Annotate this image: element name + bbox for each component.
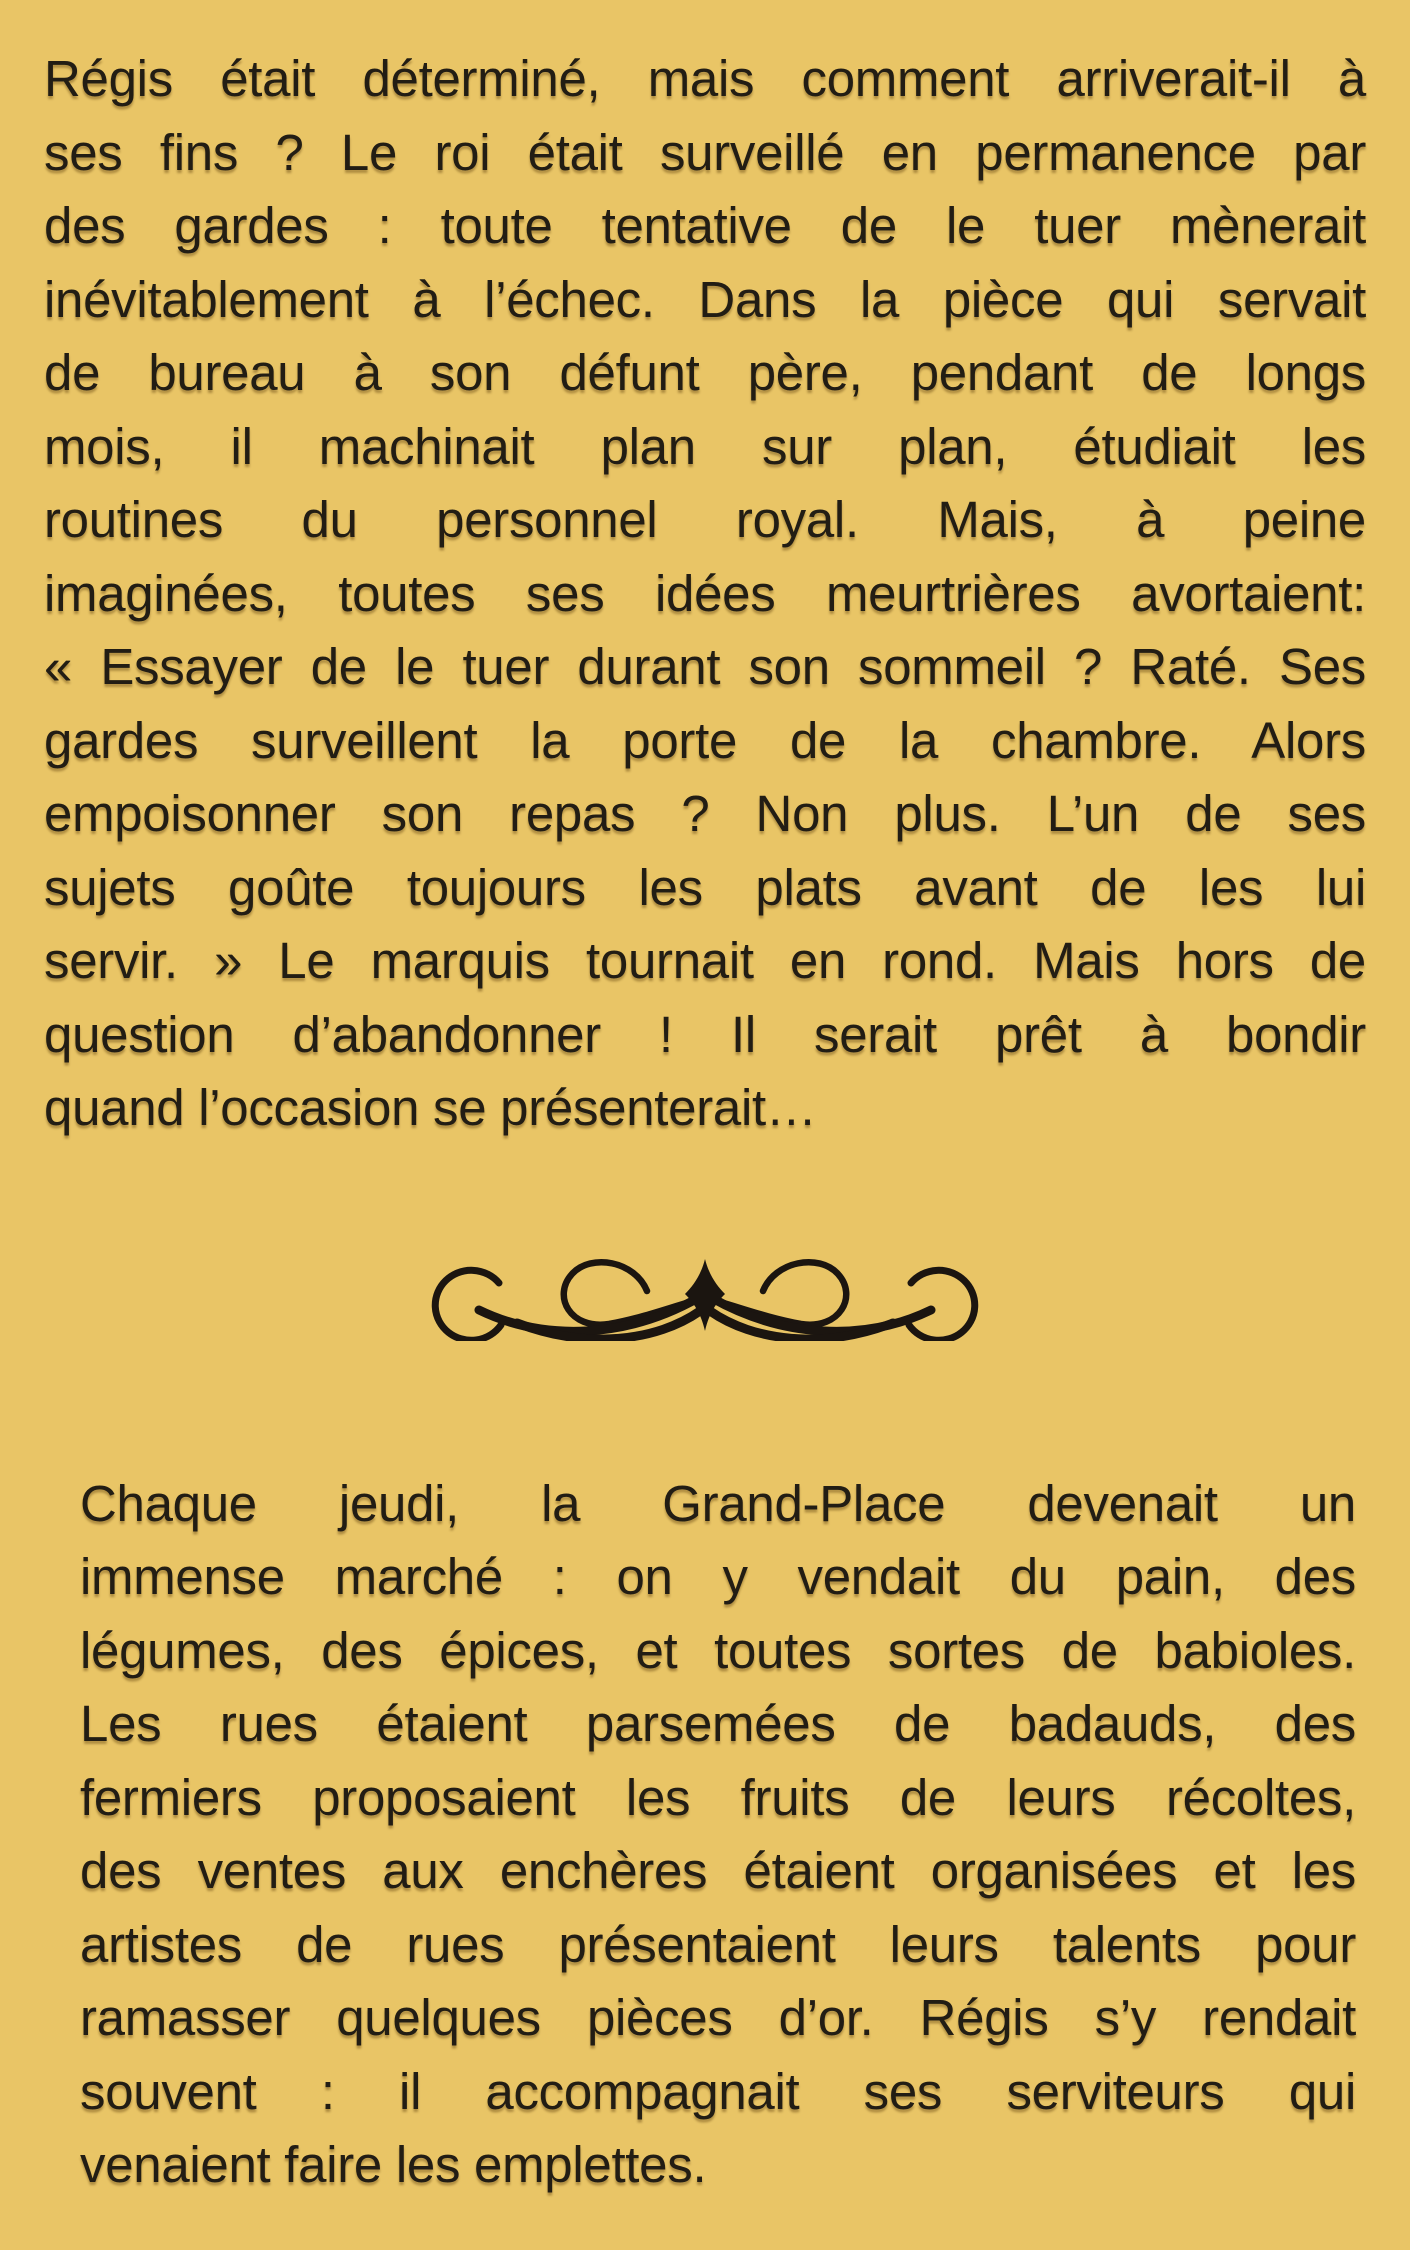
text-line: légumes, des épices, et toutes sortes de babioles. — [80, 1621, 1356, 1679]
text-line: des ventes aux enchères étaient organisées et les — [80, 1842, 1356, 1899]
text-line: mois, il machinait plan sur plan, étudiait les — [44, 417, 1366, 475]
text-line: question d’abandonner ! Il serait prêt à bondir — [44, 1005, 1366, 1063]
text-line: « Essayer de le tuer durant son sommeil ? Raté. Ses — [44, 638, 1366, 695]
text-line: imaginées, toutes ses idées meurtrières avortaient: — [44, 564, 1366, 622]
text-line: Chaque jeudi, la Grand-Place devenait un — [80, 1474, 1356, 1532]
text-line: ramasser quelques pièces d’or. Régis s’y rendait — [80, 1989, 1356, 2046]
text-line: ses fins ? Le roi était surveillé en permanence par — [44, 123, 1366, 181]
text-line: Régis était déterminé, mais comment arriverait-il à — [44, 50, 1366, 107]
text-line: venaient faire les emplettes. — [80, 2136, 707, 2193]
text-line: fermiers proposaient les fruits de leurs récoltes, — [80, 1768, 1356, 1826]
text-line: sujets goûte toujours les plats avant de les lui — [44, 858, 1366, 916]
text-line: gardes surveillent la porte de la chambre. Alors — [44, 711, 1366, 769]
paragraph-regis-plans — [44, 42, 1366, 1145]
flourish-divider-icon — [395, 1253, 1015, 1341]
text-line: routines du personnel royal. Mais, à peine — [44, 491, 1366, 548]
text-line: empoisonner son repas ? Non plus. L’un de ses — [44, 785, 1366, 842]
text-line: souvent : il accompagnait ses serviteurs qui — [80, 2062, 1356, 2120]
section-divider — [395, 1253, 1015, 1341]
text-line: des gardes : toute tentative de le tuer mènerait — [44, 197, 1366, 254]
text-line: de bureau à son défunt père, pendant de longs — [44, 344, 1366, 401]
paragraph-grand-place-market — [80, 1467, 1356, 2202]
text-line: Les rues étaient parsemées de badauds, des — [80, 1695, 1356, 1752]
text-line: servir. » Le marquis tournait en rond. Mais hors de — [44, 932, 1366, 989]
text-line: quand l’occasion se présenterait… — [44, 1079, 817, 1136]
text-line: artistes de rues présentaient leurs talents pour — [80, 1915, 1356, 1973]
text-line: immense marché : on y vendait du pain, des — [80, 1548, 1356, 1605]
text-line: inévitablement à l’échec. Dans la pièce qui servait — [44, 270, 1366, 328]
